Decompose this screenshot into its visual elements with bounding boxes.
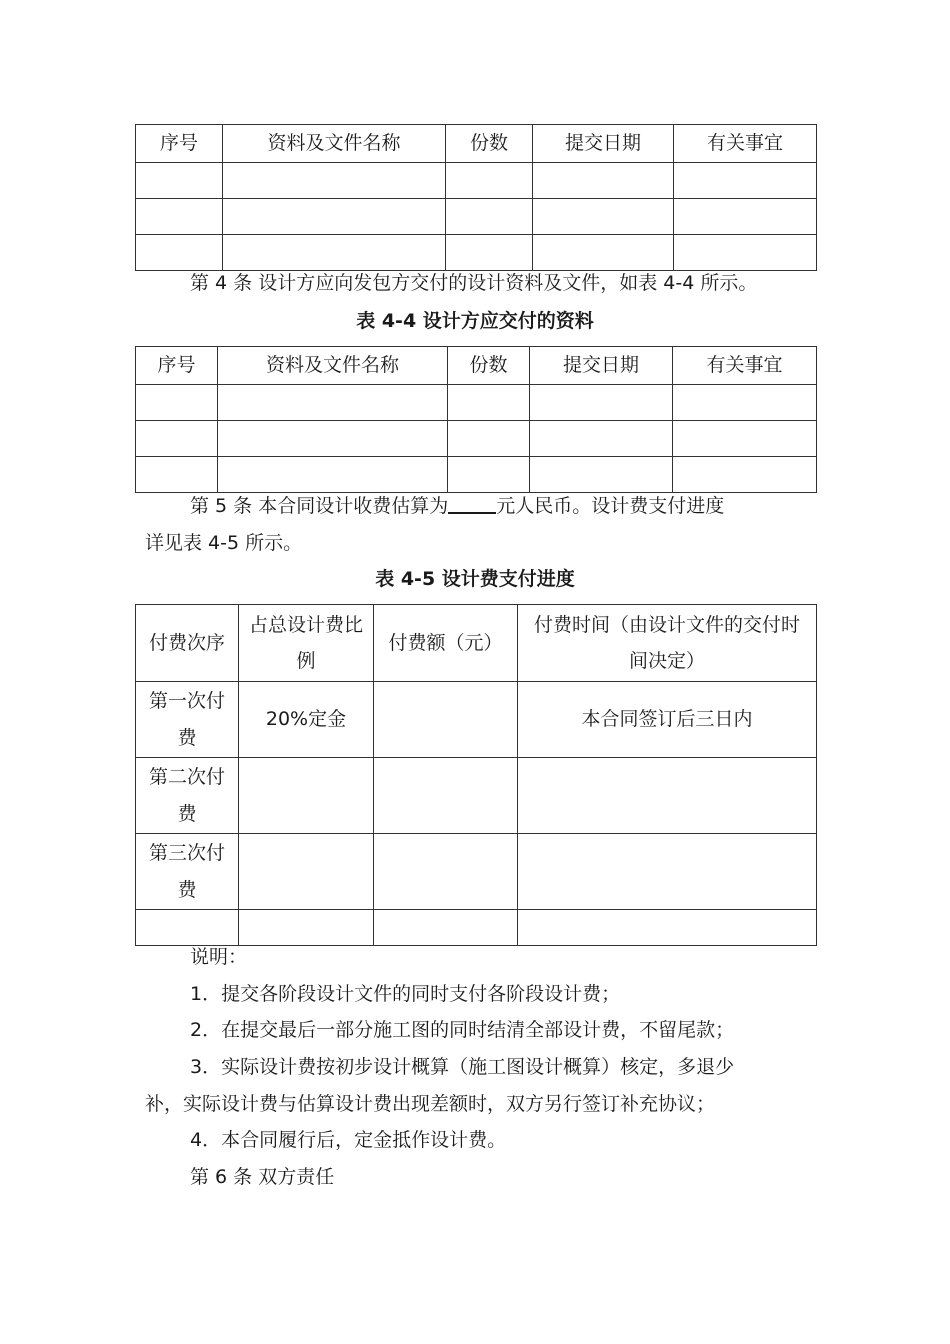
table-4-4-title: 表 4-4 设计方应交付的资料 (356, 310, 594, 332)
table-row (136, 682, 817, 758)
note-item-2: 2．在提交最后一部分施工图的同时结清全部设计费，不留尾款； (190, 1019, 735, 1041)
header-cell-copies: 份数 (448, 347, 530, 385)
table-header-row (136, 347, 817, 385)
table-row (136, 758, 817, 834)
header-cell-index: 序号 (136, 347, 218, 385)
cell-ratio (239, 910, 374, 946)
table-row (136, 235, 817, 271)
cell-time: 本合同签订后三日内 (518, 682, 817, 758)
header-cell-index: 序号 (136, 125, 223, 163)
cell-order (136, 910, 239, 946)
cell-ratio (239, 758, 374, 834)
cell-amount (374, 682, 518, 758)
cell-order: 第一次付费 (136, 682, 239, 758)
table-header-row (136, 605, 817, 682)
cell-order: 第三次付费 (136, 834, 239, 910)
table-4-5 (135, 604, 817, 946)
cell-time (518, 910, 817, 946)
header-cell-notes: 有关事宜 (673, 347, 817, 385)
amount-blank (448, 494, 496, 514)
header-cell-notes: 有关事宜 (674, 125, 817, 163)
note-item-4: 4．本合同履行后，定金抵作设计费。 (190, 1129, 507, 1151)
table-row (136, 910, 817, 946)
note-item-3-line1: 3．实际设计费按初步设计概算（施工图设计概算）核定，多退少 (190, 1056, 735, 1078)
cell-amount (374, 834, 518, 910)
article-5-before: 第 5 条 本合同设计收费估算为 (190, 495, 449, 517)
header-cell-date: 提交日期 (533, 125, 674, 163)
cell-amount (374, 910, 518, 946)
article-6-heading: 第 6 条 双方责任 (190, 1166, 335, 1188)
article-5-text (190, 494, 724, 516)
article-5-after: 元人民币。设计费支付进度 (496, 495, 725, 517)
note-item-1: 1．提交各阶段设计文件的同时支付各阶段设计费； (190, 983, 621, 1005)
table-row (136, 421, 817, 457)
header-cell-date: 提交日期 (530, 347, 673, 385)
table-row (136, 199, 817, 235)
article-4-text: 第 4 条 设计方应向发包方交付的设计资料及文件，如表 4-4 所示。 (190, 272, 758, 294)
note-item-3-line2: 补，实际设计费与估算设计费出现差额时，双方另行签订补充协议； (145, 1093, 716, 1115)
header-cell-copies: 份数 (446, 125, 533, 163)
cell-ratio (239, 834, 374, 910)
table-row (136, 385, 817, 421)
cell-ratio: 20%定金 (239, 682, 374, 758)
header-cell-amount: 付费额（元） (374, 605, 518, 682)
header-cell-time: 付费时间（由设计文件的交付时间决定） (518, 605, 817, 682)
cell-amount (374, 758, 518, 834)
header-cell-name: 资料及文件名称 (218, 347, 448, 385)
cell-time (518, 834, 817, 910)
header-cell-name: 资料及文件名称 (223, 125, 446, 163)
table-header-row (136, 125, 817, 163)
notes-heading: 说明： (190, 946, 248, 968)
documents-table-top (135, 124, 817, 271)
cell-time (518, 758, 817, 834)
table-row (136, 163, 817, 199)
header-cell-ratio: 占总设计费比例 (239, 605, 374, 682)
article-5-line2: 详见表 4-5 所示。 (145, 532, 303, 554)
table-row (136, 457, 817, 493)
header-cell-order: 付费次序 (136, 605, 239, 682)
table-row (136, 834, 817, 910)
table-4-4 (135, 346, 817, 493)
table-4-5-title: 表 4-5 设计费支付进度 (375, 568, 575, 590)
cell-order: 第二次付费 (136, 758, 239, 834)
